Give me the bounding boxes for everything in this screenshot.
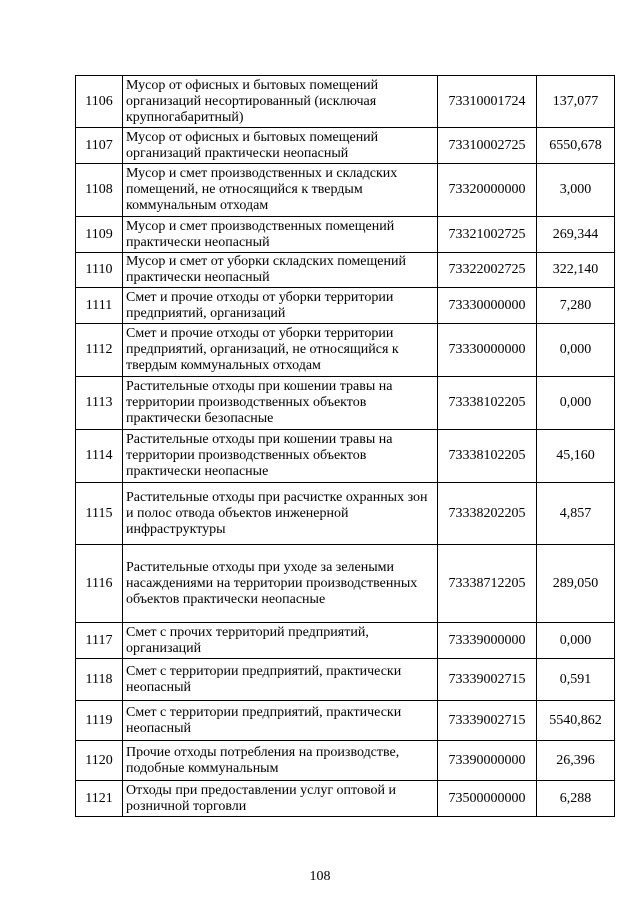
waste-code: 73339002715	[438, 701, 537, 741]
table-row	[76, 324, 615, 377]
waste-amount: 7,280	[537, 288, 615, 324]
waste-amount: 322,140	[537, 253, 615, 288]
waste-amount: 0,591	[537, 659, 615, 701]
waste-description: Мусор и смет производственных помещений практически неопасный	[123, 217, 438, 253]
table-row	[76, 781, 615, 817]
table-row	[76, 741, 615, 781]
waste-description: Прочие отходы потребления на производстве, подобные коммунальным	[123, 741, 438, 781]
waste-table	[75, 75, 615, 817]
waste-amount: 0,000	[537, 324, 615, 377]
table-row	[76, 217, 615, 253]
waste-code: 73338712205	[438, 545, 537, 623]
table-row	[76, 253, 615, 288]
waste-code: 73339002715	[438, 659, 537, 701]
table-row	[76, 76, 615, 128]
table-row	[76, 483, 615, 545]
waste-code: 73338202205	[438, 483, 537, 545]
row-number: 1116	[76, 545, 123, 623]
waste-code: 73310002725	[438, 128, 537, 164]
row-number: 1112	[76, 324, 123, 377]
waste-description: Растительные отходы при уходе за зелеными насаждениями на территории производственных объектов практически неопасные	[123, 545, 438, 623]
row-number: 1109	[76, 217, 123, 253]
row-number: 1119	[76, 701, 123, 741]
table-row	[76, 377, 615, 430]
row-number: 1115	[76, 483, 123, 545]
waste-description: Растительные отходы при расчистке охранных зон и полос отвода объектов инженерной инфраструктуры	[123, 483, 438, 545]
waste-amount: 3,000	[537, 164, 615, 217]
waste-description: Мусор от офисных и бытовых помещений организаций практически неопасный	[123, 128, 438, 164]
row-number: 1121	[76, 781, 123, 817]
waste-description: Смет с территории предприятий, практически неопасный	[123, 659, 438, 701]
waste-code: 73338102205	[438, 430, 537, 483]
table-row	[76, 659, 615, 701]
row-number: 1108	[76, 164, 123, 217]
waste-code: 73500000000	[438, 781, 537, 817]
table-row	[76, 430, 615, 483]
waste-description: Растительные отходы при кошении травы на территории производственных объектов практически неопасные	[123, 430, 438, 483]
waste-amount: 0,000	[537, 623, 615, 659]
waste-code: 73338102205	[438, 377, 537, 430]
waste-amount: 4,857	[537, 483, 615, 545]
waste-description: Мусор от офисных и бытовых помещений организаций несортированный (исключая крупногабаритный)	[123, 76, 438, 128]
waste-code: 73320000000	[438, 164, 537, 217]
row-number: 1118	[76, 659, 123, 701]
row-number: 1120	[76, 741, 123, 781]
waste-description: Смет и прочие отходы от уборки территории предприятий, организаций, не относящийся к твердым коммунальных отходам	[123, 324, 438, 377]
waste-description: Отходы при предоставлении услуг оптовой и розничной торговли	[123, 781, 438, 817]
waste-description: Мусор и смет от уборки складских помещений практически неопасный	[123, 253, 438, 288]
waste-amount: 5540,862	[537, 701, 615, 741]
waste-amount: 6550,678	[537, 128, 615, 164]
waste-amount: 137,077	[537, 76, 615, 128]
waste-code: 73330000000	[438, 288, 537, 324]
waste-description: Смет и прочие отходы от уборки территории предприятий, организаций	[123, 288, 438, 324]
row-number: 1114	[76, 430, 123, 483]
table-row	[76, 128, 615, 164]
waste-amount: 45,160	[537, 430, 615, 483]
table-row	[76, 164, 615, 217]
waste-description: Мусор и смет производственных и складских помещений, не относящийся к твердым коммунальным отходам	[123, 164, 438, 217]
row-number: 1106	[76, 76, 123, 128]
table-row	[76, 623, 615, 659]
waste-amount: 6,288	[537, 781, 615, 817]
row-number: 1117	[76, 623, 123, 659]
waste-amount: 0,000	[537, 377, 615, 430]
waste-description: Смет с прочих территорий предприятий, организаций	[123, 623, 438, 659]
waste-code: 73321002725	[438, 217, 537, 253]
waste-code: 73339000000	[438, 623, 537, 659]
waste-amount: 289,050	[537, 545, 615, 623]
table-row	[76, 545, 615, 623]
waste-amount: 269,344	[537, 217, 615, 253]
row-number: 1113	[76, 377, 123, 430]
row-number: 1111	[76, 288, 123, 324]
waste-description: Смет с территории предприятий, практически неопасный	[123, 701, 438, 741]
row-number: 1110	[76, 253, 123, 288]
waste-code: 73390000000	[438, 741, 537, 781]
waste-code: 73330000000	[438, 324, 537, 377]
row-number: 1107	[76, 128, 123, 164]
page-number: 108	[309, 869, 331, 884]
table-row	[76, 288, 615, 324]
waste-code: 73310001724	[438, 76, 537, 128]
waste-code: 73322002725	[438, 253, 537, 288]
table-row	[76, 701, 615, 741]
waste-amount: 26,396	[537, 741, 615, 781]
waste-description: Растительные отходы при кошении травы на территории производственных объектов практически безопасные	[123, 377, 438, 430]
